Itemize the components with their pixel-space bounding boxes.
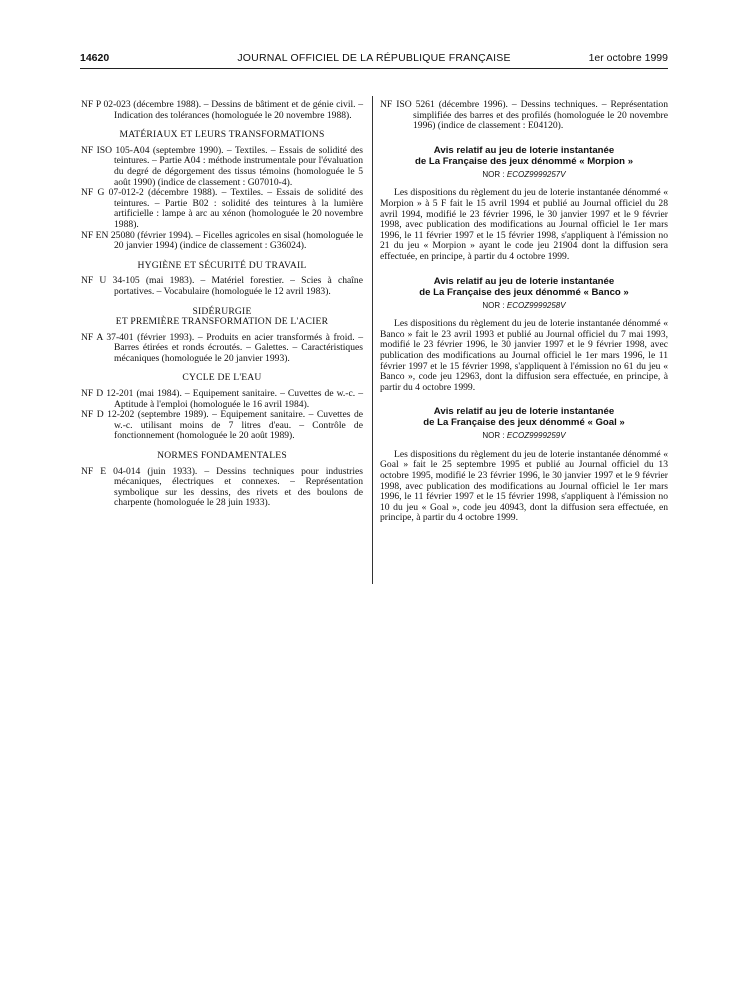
column-divider (372, 96, 373, 584)
section-title (81, 261, 363, 272)
issue-date: 1er octobre 1999 (588, 52, 668, 64)
nor-label: NOR : (482, 169, 505, 179)
section-title (81, 451, 363, 462)
notice-body: Les dispositions du règlement du jeu de loterie instantanée dénommé « Morpion » à 5 F fait le 15 avril 1994 et publié au Journal officiel du 28 avril 1994, modifié le 23 février 1996, le 30 janvier 1997 et le 9 février 1998, avec publication des modifications au Journal officiel le 1er mars 1996, le 11 février 1997 et le 15 février 1998, s'appliquent à l'émission no 21 du jeu « Morpion » ayant le code jeu 21904 dont la diffusion sera effectuée, en principe, à partir du 4 octobre 1999. (380, 187, 668, 262)
section-title-line: ET PREMIÈRE TRANSFORMATION DE L'ACIER (115, 316, 329, 328)
page-number: 14620 (80, 52, 110, 64)
nor-reference (380, 301, 668, 312)
section-title-line: CYCLE DE L'EAU (182, 372, 262, 384)
section-title-line: HYGIÈNE ET SÉCURITÉ DU TRAVAIL (137, 259, 307, 271)
standard-entry: NF U 34-105 (mai 1983). – Matériel forestier. – Scies à chaîne portatives. – Vocabulaire (homologuée le 12 avril 1983). (81, 275, 363, 297)
nor-code: ECOZ9999259V (506, 431, 566, 441)
right-column (380, 100, 668, 524)
section-title (81, 307, 363, 328)
header-rule (80, 68, 668, 69)
nor-code: ECOZ9999257V (506, 169, 566, 179)
notice-body: Les dispositions du règlement du jeu de loterie instantanée dénommé « Goal » fait le 25 septembre 1995 et publié au Journal officiel du 13 octobre 1995, modifié le 23 février 1996, le 30 janvier 1997 et le 9 février 1998, avec publication des modifications au Journal officiel le 1er mars 1996, le 11 février 1997 et le 15 février 1998, s'appliquent à l'émission no 10 du jeu « Goal », code jeu 40943, dont la diffusion sera effectuée, en principe, à partir du 4 octobre 1999. (380, 448, 668, 524)
standard-entry: NF A 37-401 (février 1993). – Produits en acier transformés à froid. – Barres étirées et ronds écroutés. – Galettes. – Caractéristiques mécaniques (homologuée le 20 janvier 1993). (81, 331, 363, 364)
notice-title (380, 406, 668, 428)
notice-title-line: de La Française des jeux dénommé « Morpion » (414, 155, 634, 167)
notice-title-line: de La Française des jeux dénommé « Banco » (419, 286, 629, 298)
section-title-line: NORMES FONDAMENTALES (157, 450, 287, 462)
section-title (81, 373, 363, 384)
standard-entry: NF D 12-202 (septembre 1989). – Equipement sanitaire. – Cuvettes de w.-c. utilisant moins de 7 litres d'eau. – Contrôle de fonctionnement (homologuée le 20 août 1989). (81, 409, 363, 442)
notice-body: Les dispositions du règlement du jeu de loterie instantanée dénommé « Banco » fait le 23 avril 1993 et publié au Journal officiel du 7 mai 1993, modifié le 23 février 1996, le 30 janvier 1997 et le 9 février 1998, avec publication des modifications au Journal officiel le 1er mars 1996, le 11 février 1997 et le 15 février 1998, s'appliquent à l'émission no 61 du jeu « Banco », code jeu 12963, dont la diffusion sera effectuée, en principe, à partir du 4 octobre 1999. (380, 318, 668, 393)
notice-title-line: Avis relatif au jeu de loterie instantanée (433, 406, 615, 418)
notice-title (380, 145, 668, 167)
left-column (81, 100, 363, 509)
nor-code: ECOZ9999258V (506, 300, 566, 310)
notice-title-line: de La Française des jeux dénommé « Goal » (423, 417, 625, 429)
standard-entry: NF ISO 5261 (décembre 1996). – Dessins techniques. – Représentation simplifiée des barres et des profilés (homologuée le 20 novembre 1996) (indice de classement : E04120). (380, 99, 668, 132)
page-header (80, 52, 668, 66)
section-title-line: MATÉRIAUX ET LEURS TRANSFORMATIONS (119, 129, 325, 141)
journal-title: JOURNAL OFFICIEL DE LA RÉPUBLIQUE FRANÇAISE (237, 52, 511, 64)
nor-reference (380, 170, 668, 181)
standard-entry: NF EN 25080 (février 1994). – Ficelles agricoles en sisal (homologuée le 20 janvier 1994) (indice de classement : G36024). (81, 229, 363, 252)
section-title-line: SIDÉRURGIE (192, 305, 252, 317)
standard-entry: NF ISO 105-A04 (septembre 1990). – Textiles. – Essais de solidité des teintures. – Partie A04 : méthode instrumentale pour l'évaluation du degré de dégorgement des tissus témoins (homologuée le 5 août 1990) (indice de classement : G07010-4). (81, 144, 363, 188)
section-title (81, 130, 363, 141)
nor-label: NOR : (482, 431, 505, 441)
notice-title-line: Avis relatif au jeu de loterie instantanée (433, 275, 615, 287)
standard-entry: NF D 12-201 (mai 1984). – Equipement sanitaire. – Cuvettes de w.-c. – Aptitude à l'emploi (homologuée le 16 avril 1984). (81, 388, 363, 410)
standard-entry: NF G 07-012-2 (décembre 1988). – Textiles. – Essais de solidité des teintures. – Partie B02 : solidité des teintures à la lumière artificielle : lampe à arc au xénon (homologuée le 20 novembre 1988). (81, 187, 363, 230)
nor-reference (380, 431, 668, 442)
standard-entry: NF E 04-014 (juin 1933). – Dessins techniques pour industries mécaniques, électriques et connexes. – Représentation symbolique sur les dessins, des rivets et des boulons de charpente (homologuée le 28 juin 1933). (81, 465, 363, 509)
standard-entry: NF P 02-023 (décembre 1988). – Dessins de bâtiment et de génie civil. – Indication des tolérances (homologuée le 20 novembre 1988). (81, 99, 363, 121)
nor-label: NOR : (482, 300, 505, 310)
notice-title (380, 276, 668, 298)
notice-title-line: Avis relatif au jeu de loterie instantanée (433, 144, 615, 156)
